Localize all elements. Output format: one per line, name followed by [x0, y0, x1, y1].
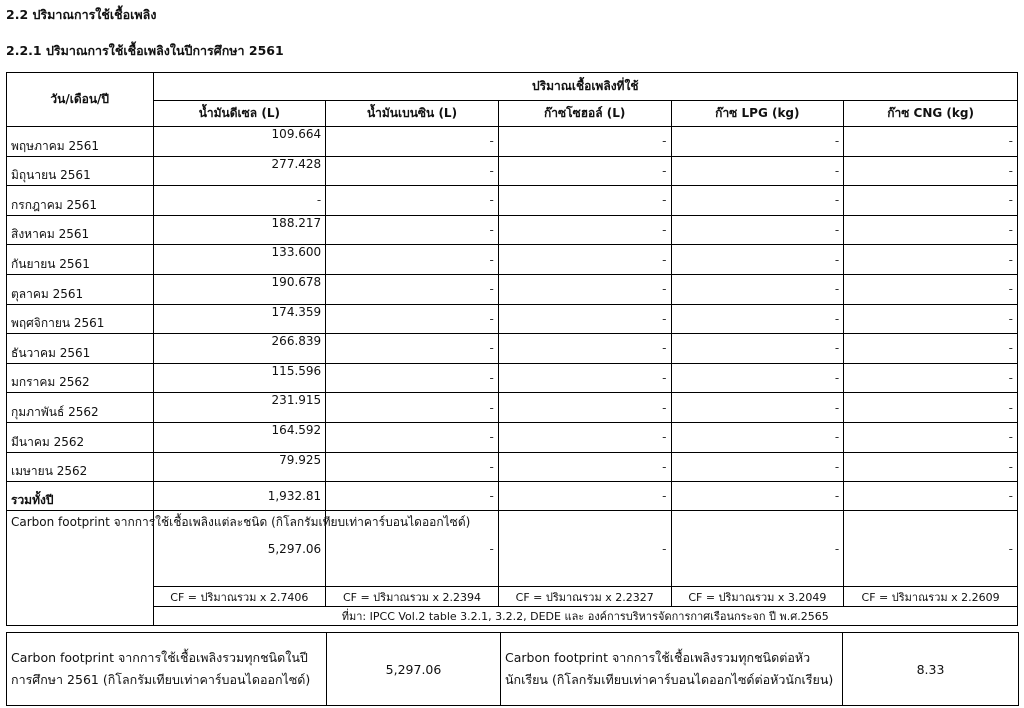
value-cell: -	[844, 334, 1018, 364]
value-cell: -	[326, 245, 499, 275]
value-cell: 174.359	[153, 304, 326, 334]
column-header: ก๊าซ LPG (kg)	[671, 101, 844, 127]
value-cell: -	[498, 186, 671, 216]
value-cell: 79.925	[153, 452, 326, 482]
value-cell: -	[844, 245, 1018, 275]
summary-per-student-label: Carbon footprint จากการใช้เชื้อเพลิงรวมทุกชนิดต่อหัวนักเรียน (กิโลกรัมเทียบเท่าคาร์บอนไดออกไซด์ต่อหัวนักเรียน)	[501, 633, 843, 706]
value-cell: -	[498, 156, 671, 186]
value-cell: -	[326, 422, 499, 452]
value-cell: -	[844, 422, 1018, 452]
column-header: ก๊าซ CNG (kg)	[844, 101, 1018, 127]
value-cell: -	[844, 186, 1018, 216]
cf-value-cell: 5,297.06	[153, 511, 326, 587]
value-cell: 190.678	[153, 274, 326, 304]
value-cell: -	[671, 363, 844, 393]
value-cell: -	[498, 245, 671, 275]
value-cell: -	[326, 334, 499, 364]
cf-value-cell: -	[671, 511, 844, 587]
fuel-usage-table	[6, 72, 1018, 626]
table-row	[7, 156, 1018, 186]
table-row	[7, 393, 1018, 423]
table-row	[7, 422, 1018, 452]
table-row	[7, 304, 1018, 334]
month-cell: ตุลาคม 2561	[7, 274, 154, 304]
value-cell: -	[671, 393, 844, 423]
total-label: รวมทั้งปี	[7, 482, 154, 511]
column-header: ก๊าซโซฮอล์ (L)	[498, 101, 671, 127]
month-cell: เมษายน 2562	[7, 452, 154, 482]
value-cell: -	[498, 127, 671, 157]
total-value-cell: -	[326, 482, 499, 511]
column-header: น้ำมันดีเซล (L)	[153, 101, 326, 127]
value-cell: 231.915	[153, 393, 326, 423]
fuel-group-header: ปริมาณเชื้อเพลิงที่ใช้	[153, 73, 1018, 101]
value-cell: -	[844, 215, 1018, 245]
value-cell: -	[844, 363, 1018, 393]
table-row	[7, 452, 1018, 482]
value-cell: -	[153, 186, 326, 216]
formula-cell: CF = ปริมาณรวม x 3.2049	[671, 587, 844, 607]
value-cell: 164.592	[153, 422, 326, 452]
value-cell: -	[844, 304, 1018, 334]
table-row	[7, 363, 1018, 393]
total-value-cell: 1,932.81	[153, 482, 326, 511]
month-cell: พฤศจิกายน 2561	[7, 304, 154, 334]
source-note: ที่มา: IPCC Vol.2 table 3.2.1, 3.2.2, DEDE และ องค์การบริหารจัดการกาศเรือนกระจก ปี พ.ศ.2565	[153, 607, 1018, 626]
table-row	[7, 215, 1018, 245]
value-cell: -	[498, 274, 671, 304]
value-cell: -	[326, 452, 499, 482]
value-cell: -	[671, 156, 844, 186]
table-row	[7, 186, 1018, 216]
formula-cell: CF = ปริมาณรวม x 2.2394	[326, 587, 499, 607]
summary-per-student-value: 8.33	[843, 633, 1019, 706]
cf-value-cell: -	[844, 511, 1018, 587]
value-cell: -	[326, 274, 499, 304]
value-cell: -	[671, 334, 844, 364]
total-value-cell: -	[671, 482, 844, 511]
table-row	[7, 127, 1018, 157]
value-cell: -	[498, 452, 671, 482]
formula-cell: CF = ปริมาณรวม x 2.7406	[153, 587, 326, 607]
value-cell: -	[671, 215, 844, 245]
value-cell: -	[671, 127, 844, 157]
column-header: น้ำมันเบนซิน (L)	[326, 101, 499, 127]
summary-total-value: 5,297.06	[327, 633, 501, 706]
value-cell: -	[326, 127, 499, 157]
value-cell: -	[326, 304, 499, 334]
value-cell: -	[844, 127, 1018, 157]
value-cell: -	[671, 304, 844, 334]
value-cell: 266.839	[153, 334, 326, 364]
month-cell: ธันวาคม 2561	[7, 334, 154, 364]
section-title: 2.2 ปริมาณการใช้เชื้อเพลิง	[6, 7, 157, 22]
month-header: วัน/เดือน/ปี	[7, 73, 154, 127]
value-cell: -	[844, 393, 1018, 423]
month-cell: มิถุนายน 2561	[7, 156, 154, 186]
value-cell: -	[326, 393, 499, 423]
value-cell: -	[498, 393, 671, 423]
month-cell: กุมภาพันธ์ 2562	[7, 393, 154, 423]
value-cell: -	[326, 363, 499, 393]
month-cell: สิงหาคม 2561	[7, 215, 154, 245]
cf-value-cell: -	[498, 511, 671, 587]
value-cell: 188.217	[153, 215, 326, 245]
value-cell: -	[671, 186, 844, 216]
value-cell: -	[326, 156, 499, 186]
value-cell: -	[671, 422, 844, 452]
formula-cell: CF = ปริมาณรวม x 2.2327	[498, 587, 671, 607]
value-cell: -	[498, 304, 671, 334]
value-cell: -	[498, 334, 671, 364]
value-cell: -	[498, 215, 671, 245]
subsection-title: 2.2.1 ปริมาณการใช้เชื้อเพลิงในปีการศึกษา 2561	[6, 43, 284, 58]
month-cell: กรกฎาคม 2561	[7, 186, 154, 216]
total-value-cell: -	[498, 482, 671, 511]
value-cell: 277.428	[153, 156, 326, 186]
formula-cell: CF = ปริมาณรวม x 2.2609	[844, 587, 1018, 607]
month-cell: กันยายน 2561	[7, 245, 154, 275]
value-cell: 115.596	[153, 363, 326, 393]
value-cell: -	[844, 156, 1018, 186]
summary-table	[6, 632, 1019, 706]
table-row	[7, 245, 1018, 275]
summary-total-label: Carbon footprint จากการใช้เชื้อเพลิงรวมทุกชนิดในปีการศึกษา 2561 (กิโลกรัมเทียบเท่าคาร์บอนไดออกไซด์)	[7, 633, 327, 706]
value-cell: -	[671, 245, 844, 275]
month-cell: มีนาคม 2562	[7, 422, 154, 452]
value-cell: -	[844, 452, 1018, 482]
table-row	[7, 274, 1018, 304]
cf-value-cell: -	[326, 511, 499, 587]
month-cell: พฤษภาคม 2561	[7, 127, 154, 157]
value-cell: 109.664	[153, 127, 326, 157]
month-cell: มกราคม 2562	[7, 363, 154, 393]
value-cell: -	[498, 422, 671, 452]
value-cell: -	[498, 363, 671, 393]
value-cell: -	[326, 186, 499, 216]
value-cell: -	[671, 274, 844, 304]
value-cell: -	[326, 215, 499, 245]
cf-label: Carbon footprint จากการใช้เชื้อเพลิงแต่ละชนิด (กิโลกรัมเทียบเท่าคาร์บอนไดออกไซด์)	[7, 511, 154, 626]
value-cell: -	[671, 452, 844, 482]
value-cell: 133.600	[153, 245, 326, 275]
table-row	[7, 334, 1018, 364]
value-cell: -	[844, 274, 1018, 304]
total-value-cell: -	[844, 482, 1018, 511]
